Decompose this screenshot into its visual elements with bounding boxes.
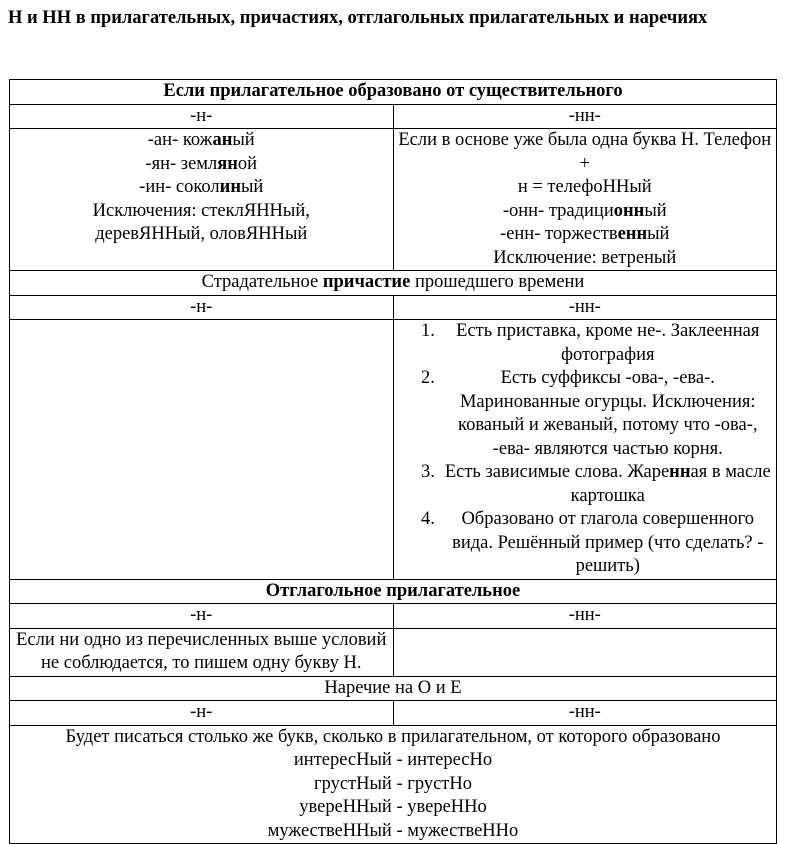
section1-right-cell (393, 129, 777, 271)
section1-content-row (10, 129, 777, 271)
list-item: 4. Образовано от глагола совершенного вида. Решённый пример (что сделать? - решить) (440, 508, 773, 579)
section1-left-cell (10, 129, 394, 271)
page-title: Н и НН в прилагательных, причастиях, отглагольных прилагательных и наречиях (8, 8, 708, 28)
section1-col-nn: -нн- (393, 104, 777, 129)
section4-heading: Наречие на О и Е (10, 676, 777, 701)
section4-col-nn: -нн- (393, 701, 777, 726)
section2-left-cell (10, 320, 394, 580)
adverb-example-4: мужествеННый - мужествеННо (267, 820, 519, 841)
section3-col-n: -н- (10, 604, 394, 629)
double-n-rule-line-2: н = телефоННый (517, 177, 652, 197)
adverb-rule-line: Будет писаться столько же букв, сколько в прилагательном, от которого образовано (65, 726, 721, 747)
suffix-an-example: -ан- кожаный (147, 130, 255, 150)
double-n-rule-line-1: Если в основе уже была одна буква Н. Телефон + (398, 130, 772, 174)
section2-heading-row (10, 271, 777, 296)
section2-content-row (10, 320, 777, 580)
rules-table (9, 79, 777, 844)
section2-columns-row (10, 295, 777, 320)
adverb-example-1: интересНый - интересНо (293, 750, 493, 770)
section1-columns-row (10, 104, 777, 129)
suffix-enn-example: -енн- торжественный (500, 224, 670, 244)
adverb-example-3: увереННый - увереННо (299, 797, 487, 817)
exceptions-line-2: деревЯННый, оловЯННый (95, 224, 308, 244)
suffix-in-example: -ин- соколиный (139, 177, 264, 197)
section4-col-n: -н- (10, 701, 394, 726)
section3-content-row (10, 628, 777, 676)
suffix-yan-example: -ян- земляной (145, 153, 258, 174)
section4-columns-row (10, 701, 777, 726)
section4-content-row (10, 725, 777, 844)
section2-heading: Страдательное причастие прошедшего времени (10, 271, 777, 296)
section1-col-n: -н- (10, 104, 394, 129)
adverb-example-2: грустНый - грустНо (314, 773, 472, 794)
list-item: 2. Есть суффиксы -ова-, -ева-. Маринованные огурцы. Исключения: кованый и жеваный, потому что -ова-, -ева- являются частью корня. (440, 367, 773, 461)
section2-col-nn: -нн- (393, 295, 777, 320)
list-item: 3. Есть зависимые слова. Жаренная в масле картошка (440, 461, 773, 508)
section2-right-cell (393, 320, 777, 580)
section3-left-cell: Если ни одно из перечисленных выше условий не соблюдается, то пишем одну букву Н. (10, 628, 394, 676)
exception-line: Исключение: ветреный (493, 247, 677, 268)
participle-rules-list (398, 320, 773, 579)
section2-col-n: -н- (10, 295, 394, 320)
section3-col-nn: -нн- (393, 604, 777, 629)
exceptions-line-1: Исключения: стеклЯННый, (92, 200, 310, 221)
section3-columns-row (10, 604, 777, 629)
section4-content-cell (10, 725, 777, 844)
section1-heading-row (10, 80, 777, 105)
section3-heading-row (10, 579, 777, 604)
section3-right-cell (393, 628, 777, 676)
section1-heading: Если прилагательное образовано от существительного (10, 80, 777, 105)
section4-heading-row (10, 676, 777, 701)
suffix-onn-example: -онн- традиционный (502, 200, 667, 221)
list-item: 1. Есть приставка, кроме не-. Заклеенная фотография (440, 320, 773, 367)
section3-heading: Отглагольное прилагательное (10, 579, 777, 604)
